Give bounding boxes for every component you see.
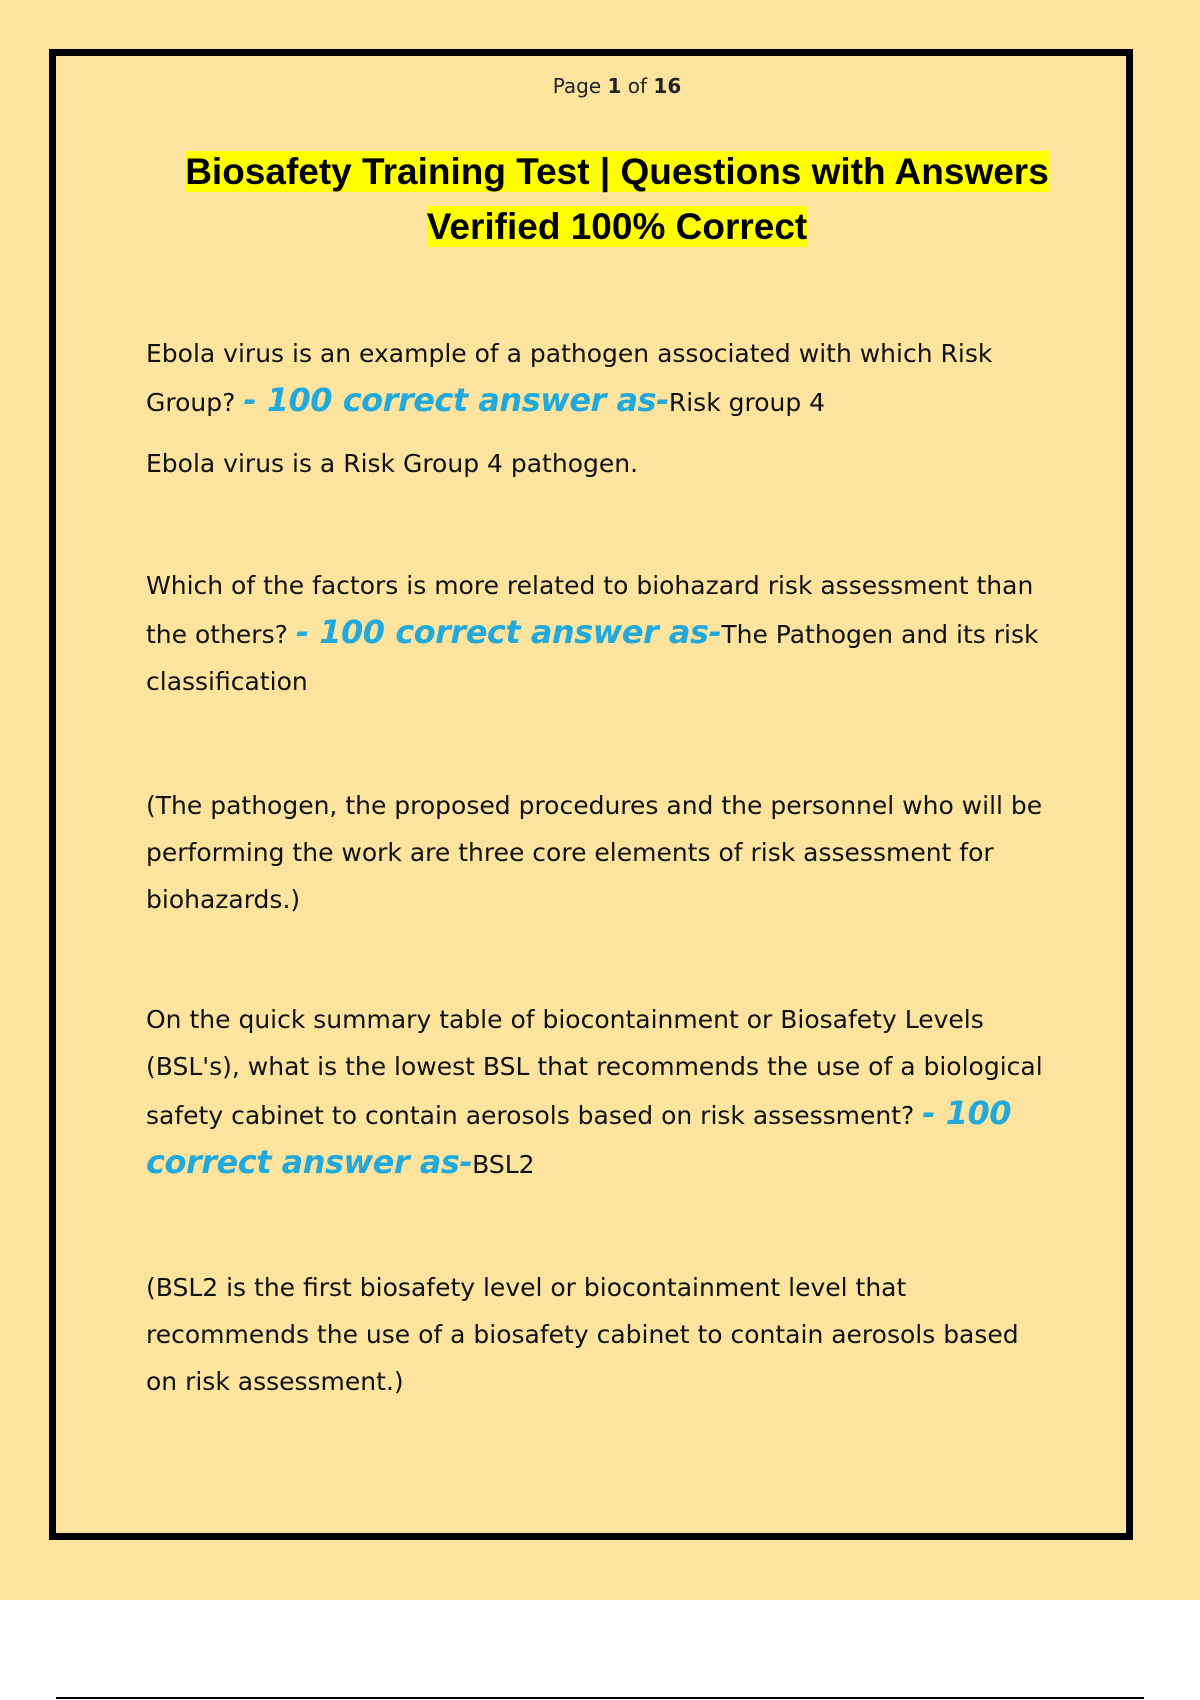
- question-3-line-1: On the quick summary table of biocontainment or Biosafety Levels: [146, 1005, 984, 1034]
- question-3-text-end: safety cabinet to contain aerosols based on risk assessment?: [146, 1101, 915, 1130]
- page-label-prefix: Page: [552, 74, 602, 98]
- question-3: [146, 996, 1096, 1188]
- bottom-divider: [56, 1697, 1144, 1699]
- answer-tag: - 100 correct answer as-: [295, 613, 722, 651]
- page-number: [0, 74, 1200, 98]
- answer-tag: - 100 correct answer as-: [243, 381, 669, 419]
- explanation-3-line-1: (BSL2 is the first biosafety level or biocontainment level that: [146, 1273, 907, 1302]
- explanation-2-line-3: biohazards.): [146, 885, 301, 914]
- question-3-line-4: [146, 1139, 1096, 1188]
- answer-tag-part-2: correct answer as-: [146, 1143, 473, 1181]
- page-total: 16: [653, 74, 682, 98]
- question-2: [146, 562, 1096, 705]
- question-2-line-2: [146, 609, 1096, 658]
- answer-2-line-2: classification: [146, 667, 308, 696]
- question-1-line-2: [146, 377, 1096, 426]
- answer-3: BSL2: [472, 1150, 535, 1179]
- explanation-1: [146, 440, 1096, 487]
- question-2-line-1: Which of the factors is more related to biohazard risk assessment than: [146, 571, 1034, 600]
- page-label-of: of: [627, 74, 648, 98]
- document-title: [100, 144, 1134, 254]
- explanation-1-text: Ebola virus is a Risk Group 4 pathogen.: [146, 449, 639, 478]
- explanation-2: [146, 782, 1096, 923]
- question-2-text-end: the others?: [146, 620, 288, 649]
- question-1-text-end: Group?: [146, 388, 236, 417]
- question-1-line-1: Ebola virus is an example of a pathogen associated with which Risk: [146, 339, 993, 368]
- answer-tag-part-1: - 100: [922, 1094, 1011, 1132]
- page-current: 1: [607, 74, 622, 98]
- question-3-line-2: (BSL's), what is the lowest BSL that recommends the use of a biological: [146, 1052, 1043, 1081]
- question-3-line-3: [146, 1090, 1096, 1139]
- title-line-2: Verified 100% Correct: [426, 206, 808, 247]
- title-line-1: Biosafety Training Test | Questions with Answers: [185, 151, 1049, 192]
- explanation-3-line-2: recommends the use of a biosafety cabinet to contain aerosols based: [146, 1320, 1019, 1349]
- explanation-2-line-1: (The pathogen, the proposed procedures and the personnel who will be: [146, 791, 1043, 820]
- explanation-3-line-3: on risk assessment.): [146, 1367, 404, 1396]
- answer-2-line-1: The Pathogen and its risk: [721, 620, 1039, 649]
- explanation-2-line-2: performing the work are three core elements of risk assessment for: [146, 838, 994, 867]
- question-1: [146, 330, 1096, 426]
- explanation-3: [146, 1264, 1096, 1405]
- answer-1: Risk group 4: [668, 388, 826, 417]
